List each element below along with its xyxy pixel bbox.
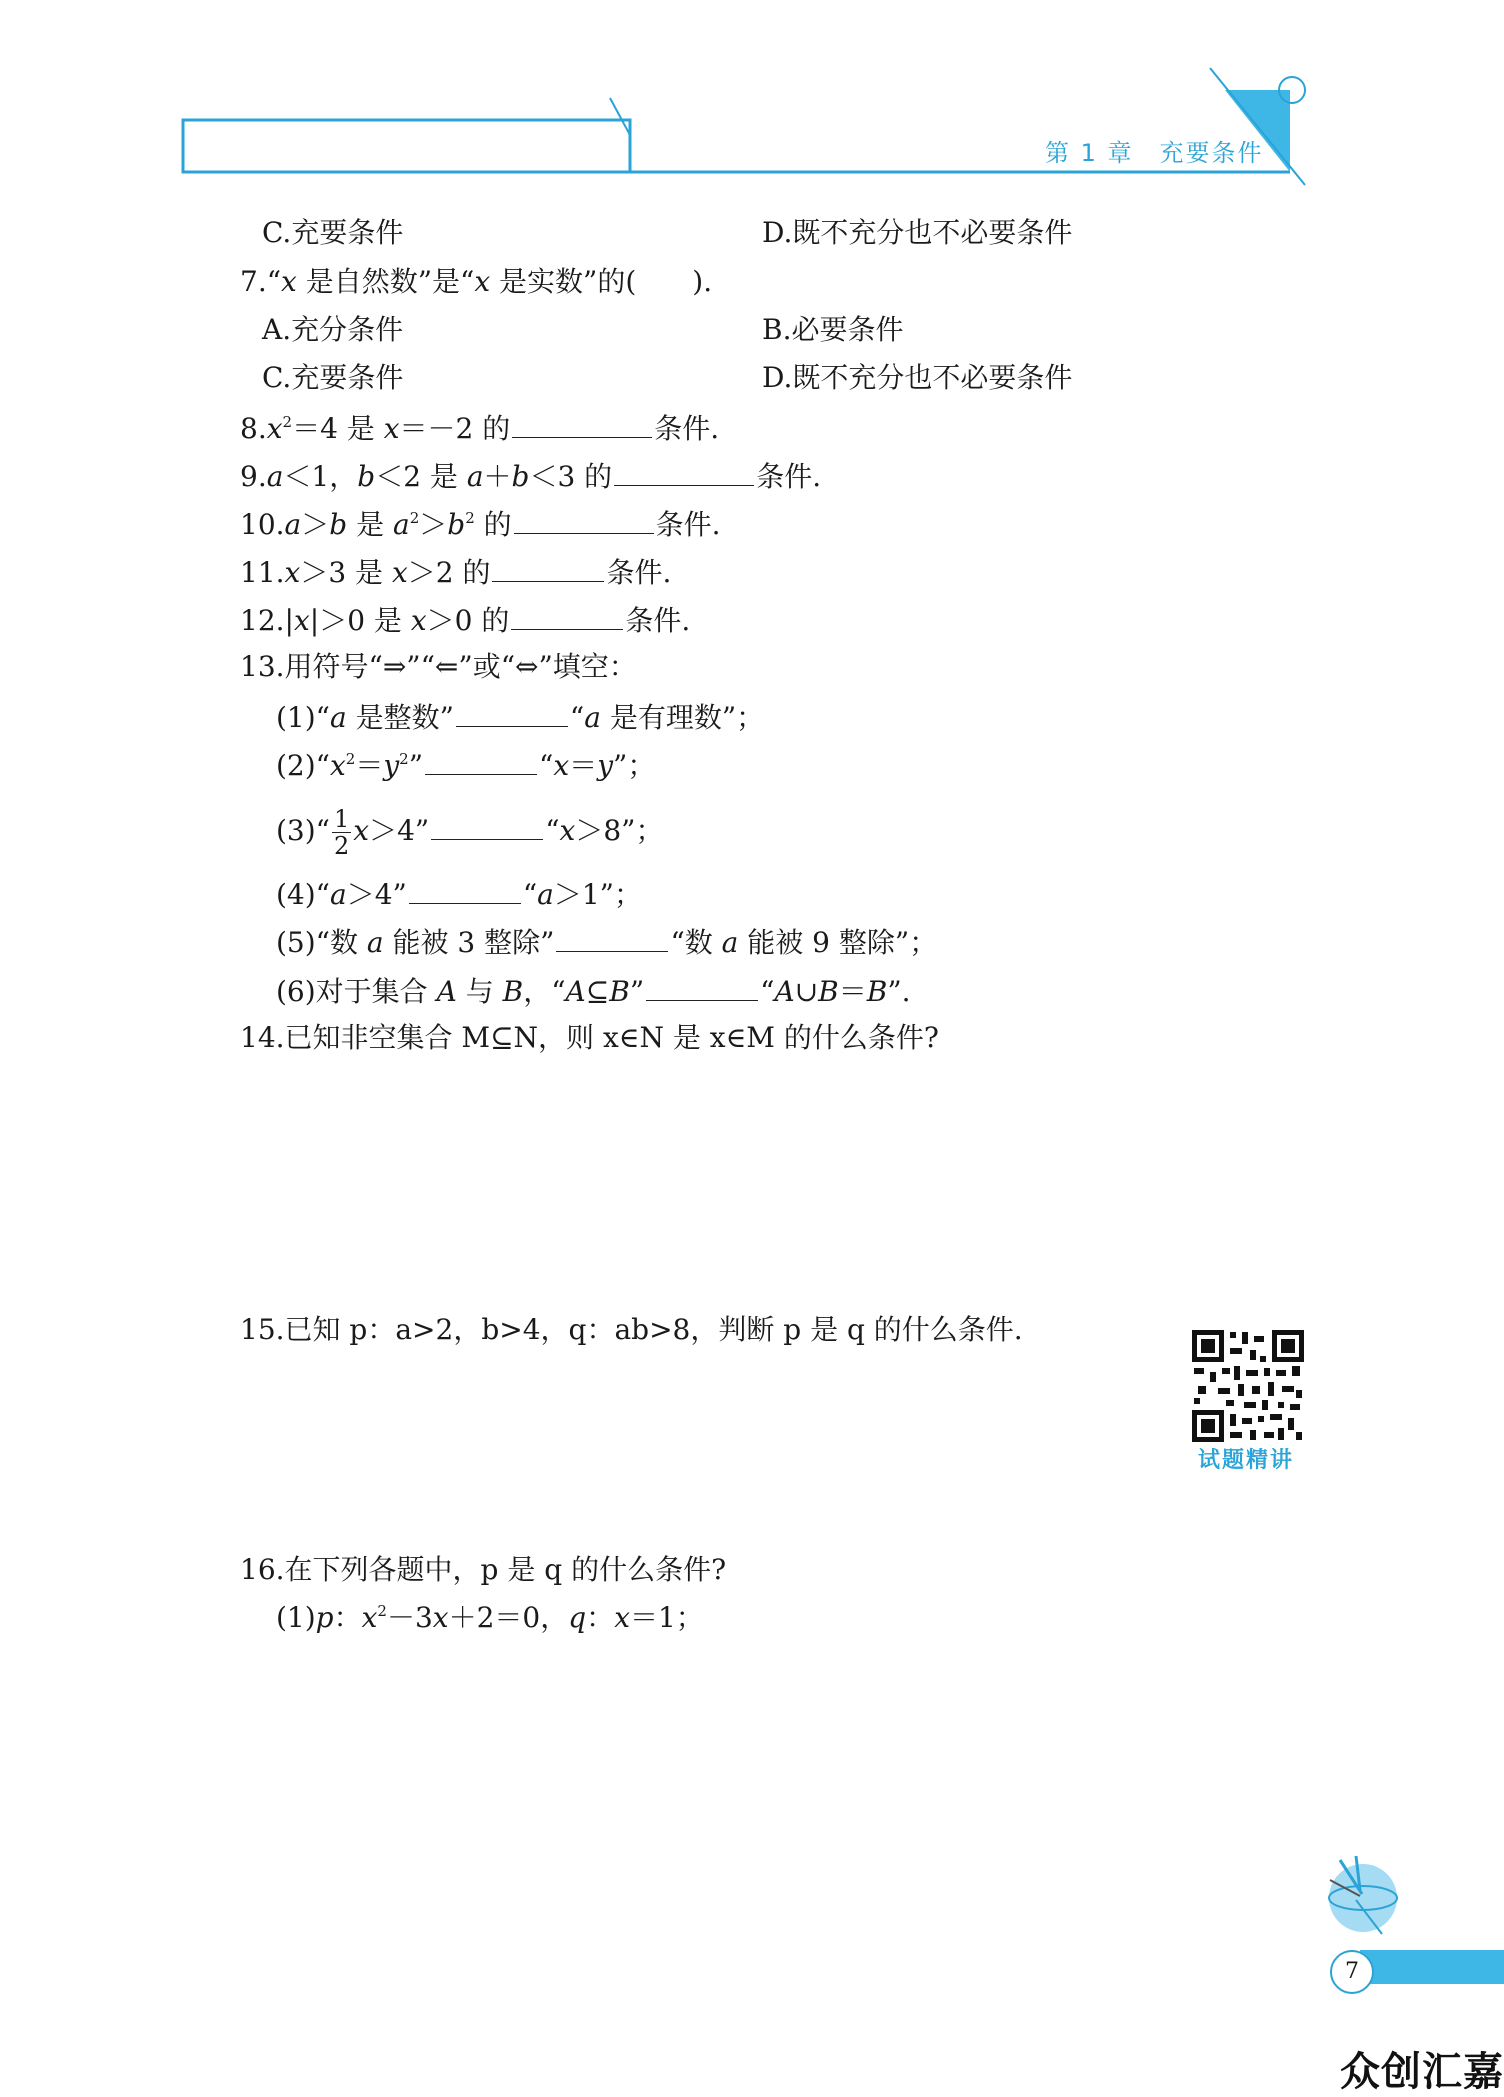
q6-option-c: C.充要条件 — [262, 216, 404, 249]
header-decoration — [0, 0, 1504, 200]
q13-4: (4)“a＞4” “a＞1”； — [276, 873, 642, 915]
q7-option-d: D.既不充分也不必要条件 — [762, 361, 1073, 394]
q15: 15.已知 p：a>2，b>4，q：ab>8，判断 p 是 q 的什么条件. — [240, 1313, 1023, 1346]
q7-option-b: B.必要条件 — [762, 313, 904, 346]
q14: 14.已知非空集合 M⊆N，则 x∈N 是 x∈M 的什么条件? — [240, 1021, 939, 1054]
q16: 16.在下列各题中，p 是 q 的什么条件? — [240, 1553, 727, 1586]
q11: 11.x＞3 是 x＞2 的 条件. — [240, 551, 671, 593]
q13-3: (3)“ $\frac{1}{2}$ x＞4” “x＞8”； — [276, 805, 664, 860]
watermark: 众创汇嘉 — [1340, 2049, 1504, 2095]
q6-option-d: D.既不充分也不必要条件 — [762, 216, 1073, 249]
q13-title: 13.用符号“⇒”“⇐”或“⇔”填空： — [240, 650, 637, 683]
q13-1: (1)“a 是整数” “a 是有理数”； — [276, 696, 764, 738]
q7-option-a: A.充分条件 — [262, 313, 404, 346]
q13-2: $(2)“x^2=y^2$” “x＝y”； — [276, 744, 655, 786]
q9: 9.a＜1，b＜2 是 a＋b＜3 的 条件. — [240, 455, 821, 497]
q7-stem: 7.“x 是自然数”是“x 是实数”的( ). — [240, 265, 713, 298]
q12: 12.|x|＞0 是 x＞0 的 条件. — [240, 599, 690, 641]
q8: $8.x^2=4$ 是 x＝－2 的 条件. — [240, 407, 719, 449]
q10: 10.a＞b 是 $a^2>b^2$ 的 条件. — [240, 503, 721, 545]
q7-option-c: C.充要条件 — [262, 361, 404, 394]
fraction-one-half: $\frac{1}{2}$ — [333, 805, 350, 860]
q13-6: (6)对于集合 A 与 B，“A⊆B” “A∪B＝B”. — [276, 970, 911, 1012]
page-number: 7 — [1330, 1950, 1374, 1994]
qr-code[interactable] — [1190, 1328, 1306, 1444]
chapter-title: 第 1 章 充要条件 — [1045, 139, 1264, 167]
q16-1: (1)p：$x^2-3x+2=0$，q：x＝1； — [276, 1601, 704, 1634]
q13-5: (5)“数 a 能被 3 整除” “数 a 能被 9 整除”； — [276, 921, 937, 963]
qr-label: 试题精讲 — [1198, 1448, 1295, 1473]
